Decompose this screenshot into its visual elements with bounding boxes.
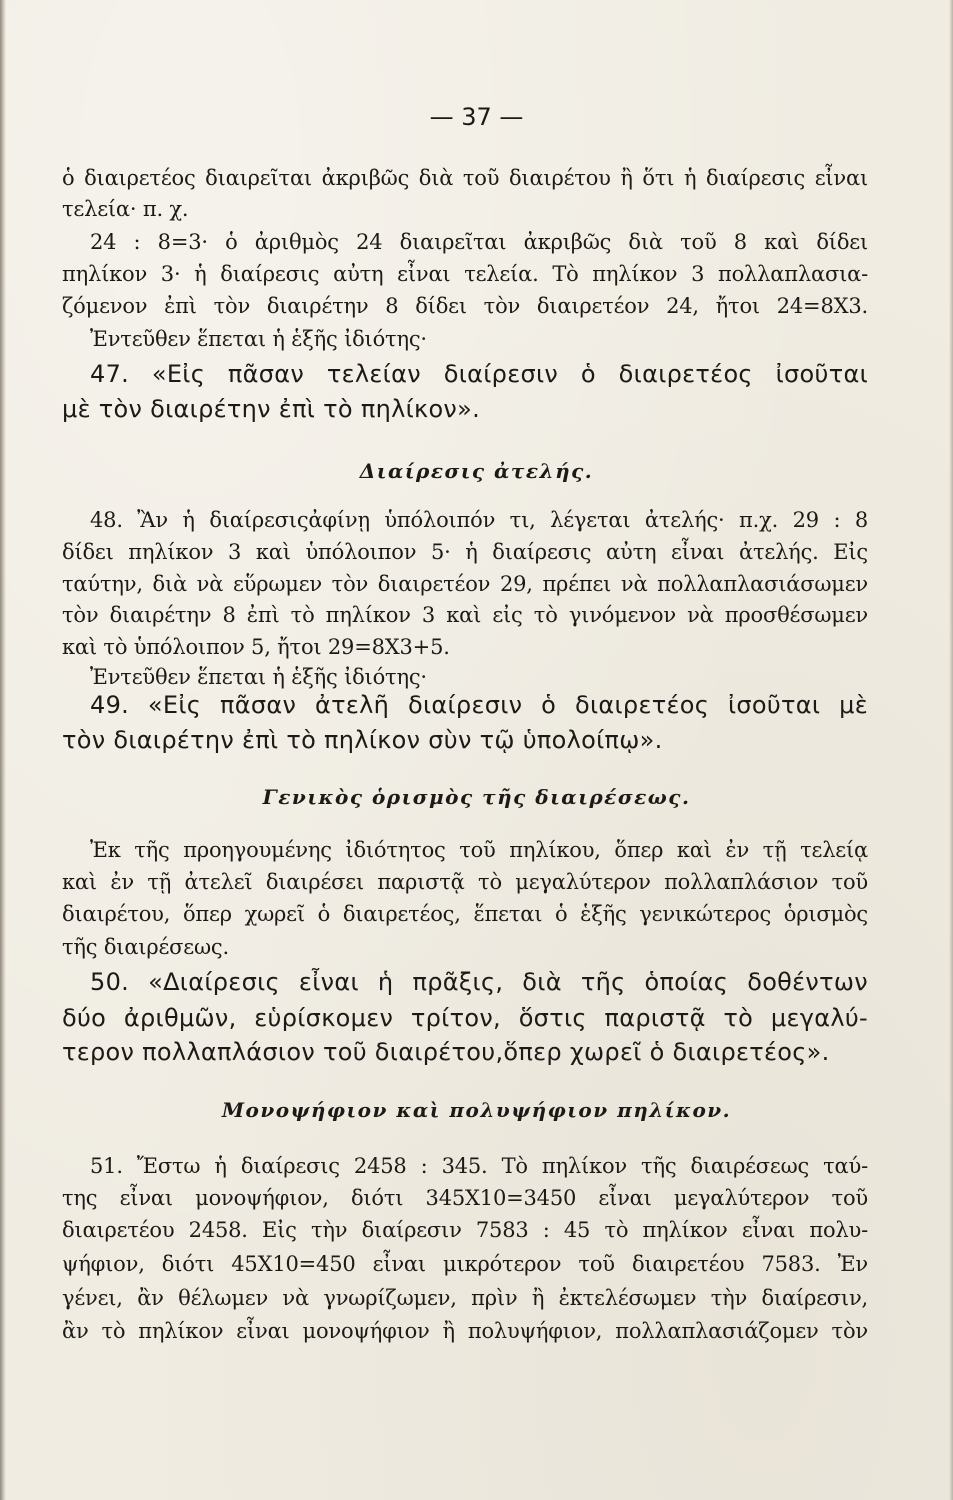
section-heading-quotient-digits: Μονοψήφιον καὶ πολυψήφιον πηλίκον. <box>221 1098 732 1122</box>
section-heading-imperfect-division: Διαίρεσις ἀτελής. <box>359 459 594 483</box>
text-line: ἂν τὸ πηλίκον εἶναι μονοψήφιον ἢ πολυψήφιον, πολλαπλασιάζομεν τὸν <box>62 1319 868 1343</box>
section-heading-general-definition: Γενικὸς ὁρισμὸς τῆς διαιρέσεως. <box>262 785 691 809</box>
text-line: Ἐκ τῆς προηγουμένης ἰδιότητος τοῦ πηλίκου, ὅπερ καὶ ἐν τῇ τελείᾳ <box>90 838 868 862</box>
property-49-line: 49. «Εἰς πᾶσαν ἀτελῆ διαίρεσιν ὁ διαιρετέος ἰσοῦται μὲ <box>90 691 868 719</box>
text-line: τελεία· π. χ. <box>62 197 189 221</box>
text-line: γένει, ἂν θέλωμεν νὰ γνωρίζωμεν, πρὶν ἢ ἐκτελέσωμεν τὴν διαίρεσιν, <box>62 1286 868 1310</box>
page-binding-shadow <box>0 0 6 1500</box>
property-49-line: τὸν διαιρέτην ἐπὶ τὸ πηλίκον σὺν τῷ ὑπολοίπῳ». <box>62 726 663 754</box>
text-line: Ἐντεῦθεν ἕπεται ἡ ἑξῆς ἰδιότης· <box>90 327 427 351</box>
text-line: τῆς διαιρέσεως. <box>62 935 229 959</box>
property-47-line: μὲ τὸν διαιρέτην ἐπὶ τὸ πηλίκον». <box>62 395 481 423</box>
text-line: δίδει πηλίκον 3 καὶ ὑπόλοιπον 5· ἡ διαίρεσις αὐτη εἶναι ἀτελής. Εἰς <box>62 540 868 564</box>
text-line: Ἐντεῦθεν ἕπεται ἡ ἑξῆς ἰδιότης· <box>90 665 427 689</box>
text-line: 24 : 8=3· ὁ ἀριθμὸς 24 διαιρεῖται ἀκριβῶς διὰ τοῦ 8 καὶ δίδει <box>90 230 868 254</box>
page-number: — 37 — <box>429 103 524 131</box>
text-line: ψήφιον, διότι 45X10=450 εἶναι μικρότερον τοῦ διαιρετέου 7583. Ἐν <box>62 1252 868 1276</box>
text-line: ταύτην, διὰ νὰ εὕρωμεν τὸν διαιρετέον 29, πρέπει νὰ πολλαπλασιάσωμεν <box>62 572 868 596</box>
text-line: 48. Ἂν ἡ διαίρεσιςἀφίνῃ ὑπόλοιπόν τι, λέγεται ἀτελής· π.χ. 29 : 8 <box>90 508 868 532</box>
text-line: 51. Ἔστω ἡ διαίρεσις 2458 : 345. Τὸ πηλίκον τῆς διαιρέσεως ταύ- <box>90 1154 868 1178</box>
text-line: τὸν διαιρέτην 8 ἐπὶ τὸ πηλίκον 3 καὶ εἰς τὸ γινόμενον νὰ προσθέσωμεν <box>62 603 868 627</box>
property-47-line: 47. «Εἰς πᾶσαν τελείαν διαίρεσιν ὁ διαιρετέος ἰσοῦται <box>90 360 868 388</box>
text-line: διαιρετέου 2458. Εἰς τὴν διαίρεσιν 7583 : 45 τὸ πηλίκον εἶναι πολυ- <box>62 1218 868 1242</box>
text-line: καὶ τὸ ὑπόλοιπον 5, ἤτοι 29=8X3+5. <box>62 635 450 659</box>
text-line: διαιρέτου, ὅπερ χωρεῖ ὁ διαιρετέος, ἕπεται ὁ ἑξῆς γενικώτερος ὁρισμὸς <box>62 902 868 926</box>
definition-50-line: τερον πολλαπλάσιον τοῦ διαιρέτου,ὅπερ χωρεῖ ὁ διαιρετέος». <box>62 1038 830 1066</box>
definition-50-line: δύο ἀριθμῶν, εὑρίσκομεν τρίτον, ὅστις παριστᾷ τὸ μεγαλύ- <box>62 1004 868 1032</box>
definition-50-line: 50. «Διαίρεσις εἶναι ἡ πρᾶξις, διὰ τῆς ὁποίας δοθέντων <box>90 968 868 996</box>
text-line: πηλίκον 3· ἡ διαίρεσις αὐτη εἶναι τελεία. Τὸ πηλίκον 3 πολλαπλασια- <box>62 262 868 286</box>
text-line: της εἶναι μονοψήφιον, διότι 345X10=3450 εἶναι μεγαλύτερον τοῦ <box>62 1186 868 1210</box>
text-line: ζόμενον ἐπὶ τὸν διαιρέτην 8 δίδει τὸν διαιρετέον 24, ἤτοι 24=8X3. <box>62 294 868 318</box>
text-line: καὶ ἐν τῇ ἀτελεῖ διαιρέσει παριστᾷ τὸ μεγαλύτερον πολλαπλάσιον τοῦ <box>62 870 868 894</box>
page-edge-shadow <box>949 0 953 1500</box>
text-line: ὁ διαιρετέος διαιρεῖται ἀκριβῶς διὰ τοῦ διαιρέτου ἢ ὅτι ἡ διαίρεσις εἶναι <box>62 166 868 190</box>
